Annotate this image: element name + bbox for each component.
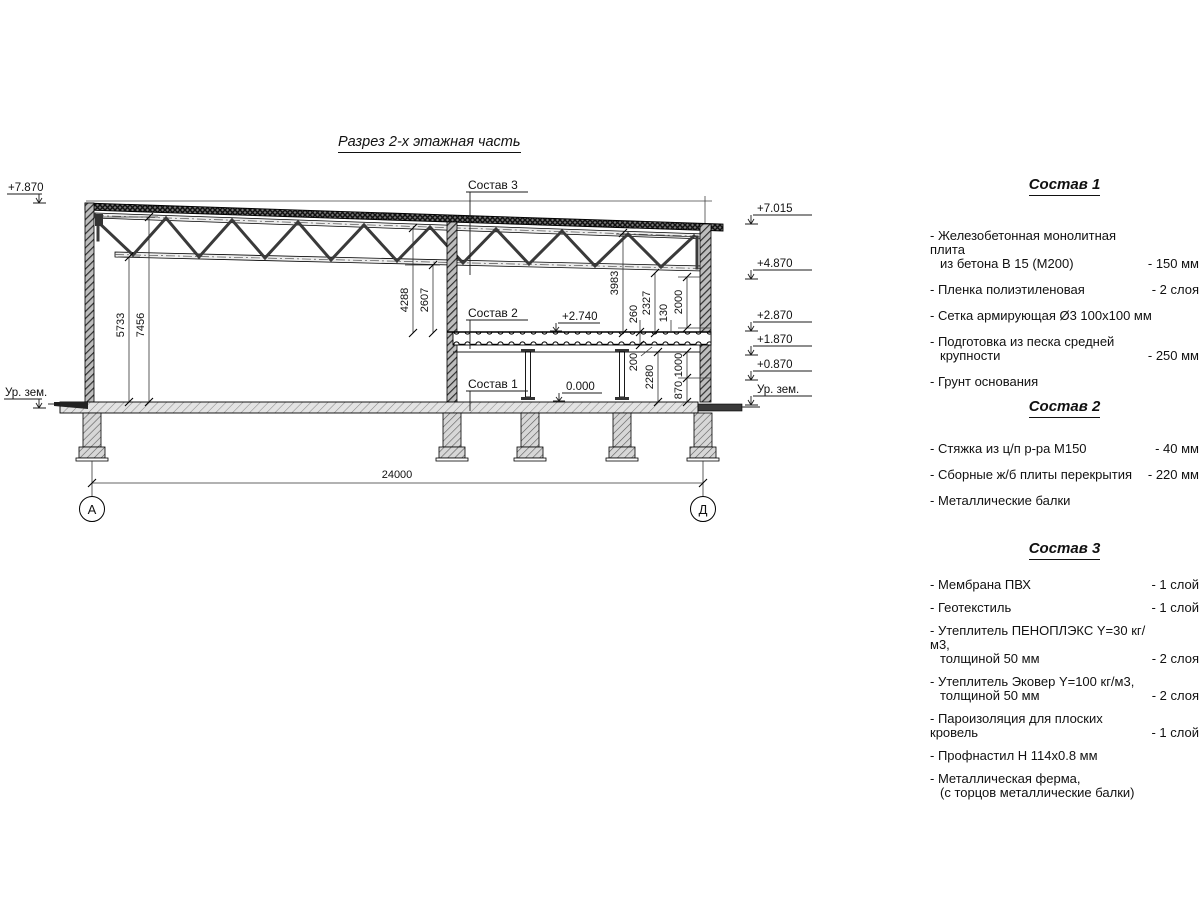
leader-200 — [641, 347, 652, 356]
spec-item: - Утеплитель ПЕНОПЛЭКС Y=30 кг/м3, толщиной 50 мм - 2 слоя — [930, 623, 1199, 666]
truss-bottom-chord-axis — [115, 255, 703, 269]
dim-4288: 4288 — [399, 287, 411, 313]
spec-item: - Грунт основания — [930, 374, 1039, 389]
spec-heading: Состав 2 — [930, 398, 1199, 415]
spec-item: - Стяжка из ц/п р-ра М150 - 40 мм — [930, 441, 1199, 456]
dim-870: 870 — [673, 380, 685, 400]
spec-item: - Металлические балки — [930, 493, 1071, 508]
spec-list-sostav2 — [930, 398, 1199, 520]
dim-1000: 1000 — [673, 352, 685, 378]
elevation-1870 — [745, 334, 812, 355]
foundations — [76, 413, 719, 461]
truss-left-seat — [95, 214, 103, 226]
dim-2280: 2280 — [644, 364, 656, 390]
elevation-7870 — [7, 182, 46, 203]
interior-wall — [447, 222, 457, 402]
elevation-ground-left — [4, 387, 47, 408]
dim-7456: 7456 — [135, 312, 147, 338]
spec-item: - Утеплитель Эковер Y=100 кг/м3, толщиной 50 мм - 2 слоя — [930, 674, 1199, 703]
left-wall — [85, 203, 94, 402]
spec-item: - Пленка полиэтиленовая - 2 слоя — [930, 282, 1199, 297]
dim-24000: 24000 — [381, 469, 413, 481]
svg-text:+2.740: +2.740 — [562, 311, 598, 323]
svg-text:Ур. зем.: Ур. зем. — [757, 384, 800, 396]
mezzanine-slab — [453, 332, 711, 345]
foundation-e — [687, 413, 719, 461]
spec-item: - Пароизоляция для плоских кровель - 1 слой — [930, 711, 1199, 740]
dim-2327: 2327 — [641, 290, 653, 316]
elevation-0870 — [745, 359, 812, 380]
spec-list-sostav3 — [930, 540, 1199, 809]
spec-item: - Железобетонная монолитная плита из бетона В 15 (М200) - 150 мм — [930, 228, 1199, 271]
level-2740 — [550, 311, 600, 331]
svg-text:+2.870: +2.870 — [757, 310, 793, 322]
level-0000 — [553, 381, 602, 401]
svg-text:Состав 1: Состав 1 — [468, 377, 518, 391]
foundation-b — [436, 413, 468, 461]
spec-list-sostav1 — [930, 176, 1199, 401]
spec-heading: Состав 3 — [930, 540, 1199, 557]
elevation-2870 — [745, 310, 812, 331]
spec-item: - Мембрана ПВХ - 1 слой — [930, 577, 1199, 592]
column-2 — [615, 349, 629, 400]
spec-item: - Профнастил Н 114х0.8 мм — [930, 748, 1098, 763]
foundation-c — [514, 413, 546, 461]
spec-item: - Подготовка из песка средней крупности - 250 мм — [930, 334, 1199, 363]
svg-text:0.000: 0.000 — [566, 381, 595, 393]
drawing-title: Разрез 2-х этажная часть — [338, 134, 521, 153]
svg-text:+7.870: +7.870 — [8, 182, 44, 194]
elevation-marks-right — [745, 203, 812, 405]
svg-text:+7.015: +7.015 — [757, 203, 793, 215]
svg-text:+4.870: +4.870 — [757, 258, 793, 270]
elevation-4870 — [745, 258, 812, 279]
dim-3983: 3983 — [609, 270, 621, 296]
dim-2607: 2607 — [419, 287, 431, 313]
dim-130: 130 — [658, 303, 670, 323]
spec-item: - Сетка армирующая Ø3 100х100 мм — [930, 308, 1152, 323]
svg-text:+1.870: +1.870 — [757, 334, 793, 346]
foundation-a — [76, 413, 108, 461]
right-wall — [700, 224, 711, 402]
svg-text:+0.870: +0.870 — [757, 359, 793, 371]
spec-item: - Сборные ж/б плиты перекрытия - 220 мм — [930, 467, 1199, 482]
elevation-7015 — [745, 203, 812, 224]
grid-letter-d: Д — [698, 502, 708, 517]
svg-text:Состав 2: Состав 2 — [468, 306, 518, 320]
foundation-d — [606, 413, 638, 461]
dim-5733: 5733 — [115, 312, 127, 338]
spec-item: - Металлическая ферма, (с торцов металлические балки) — [930, 771, 1135, 800]
ground-slab — [60, 402, 698, 413]
ground-console-right — [698, 404, 742, 411]
grid-letter-a: А — [87, 502, 97, 517]
svg-text:Состав 3: Состав 3 — [468, 178, 518, 192]
spec-item: - Геотекстиль - 1 слой — [930, 600, 1199, 615]
dim-260: 260 — [628, 304, 640, 324]
spec-heading: Состав 1 — [930, 176, 1199, 193]
elevation-ground-right — [745, 384, 812, 405]
svg-text:Ур. зем.: Ур. зем. — [5, 387, 48, 399]
dim-200: 200 — [628, 352, 640, 372]
column-1 — [521, 349, 535, 400]
dim-2000: 2000 — [673, 289, 685, 315]
